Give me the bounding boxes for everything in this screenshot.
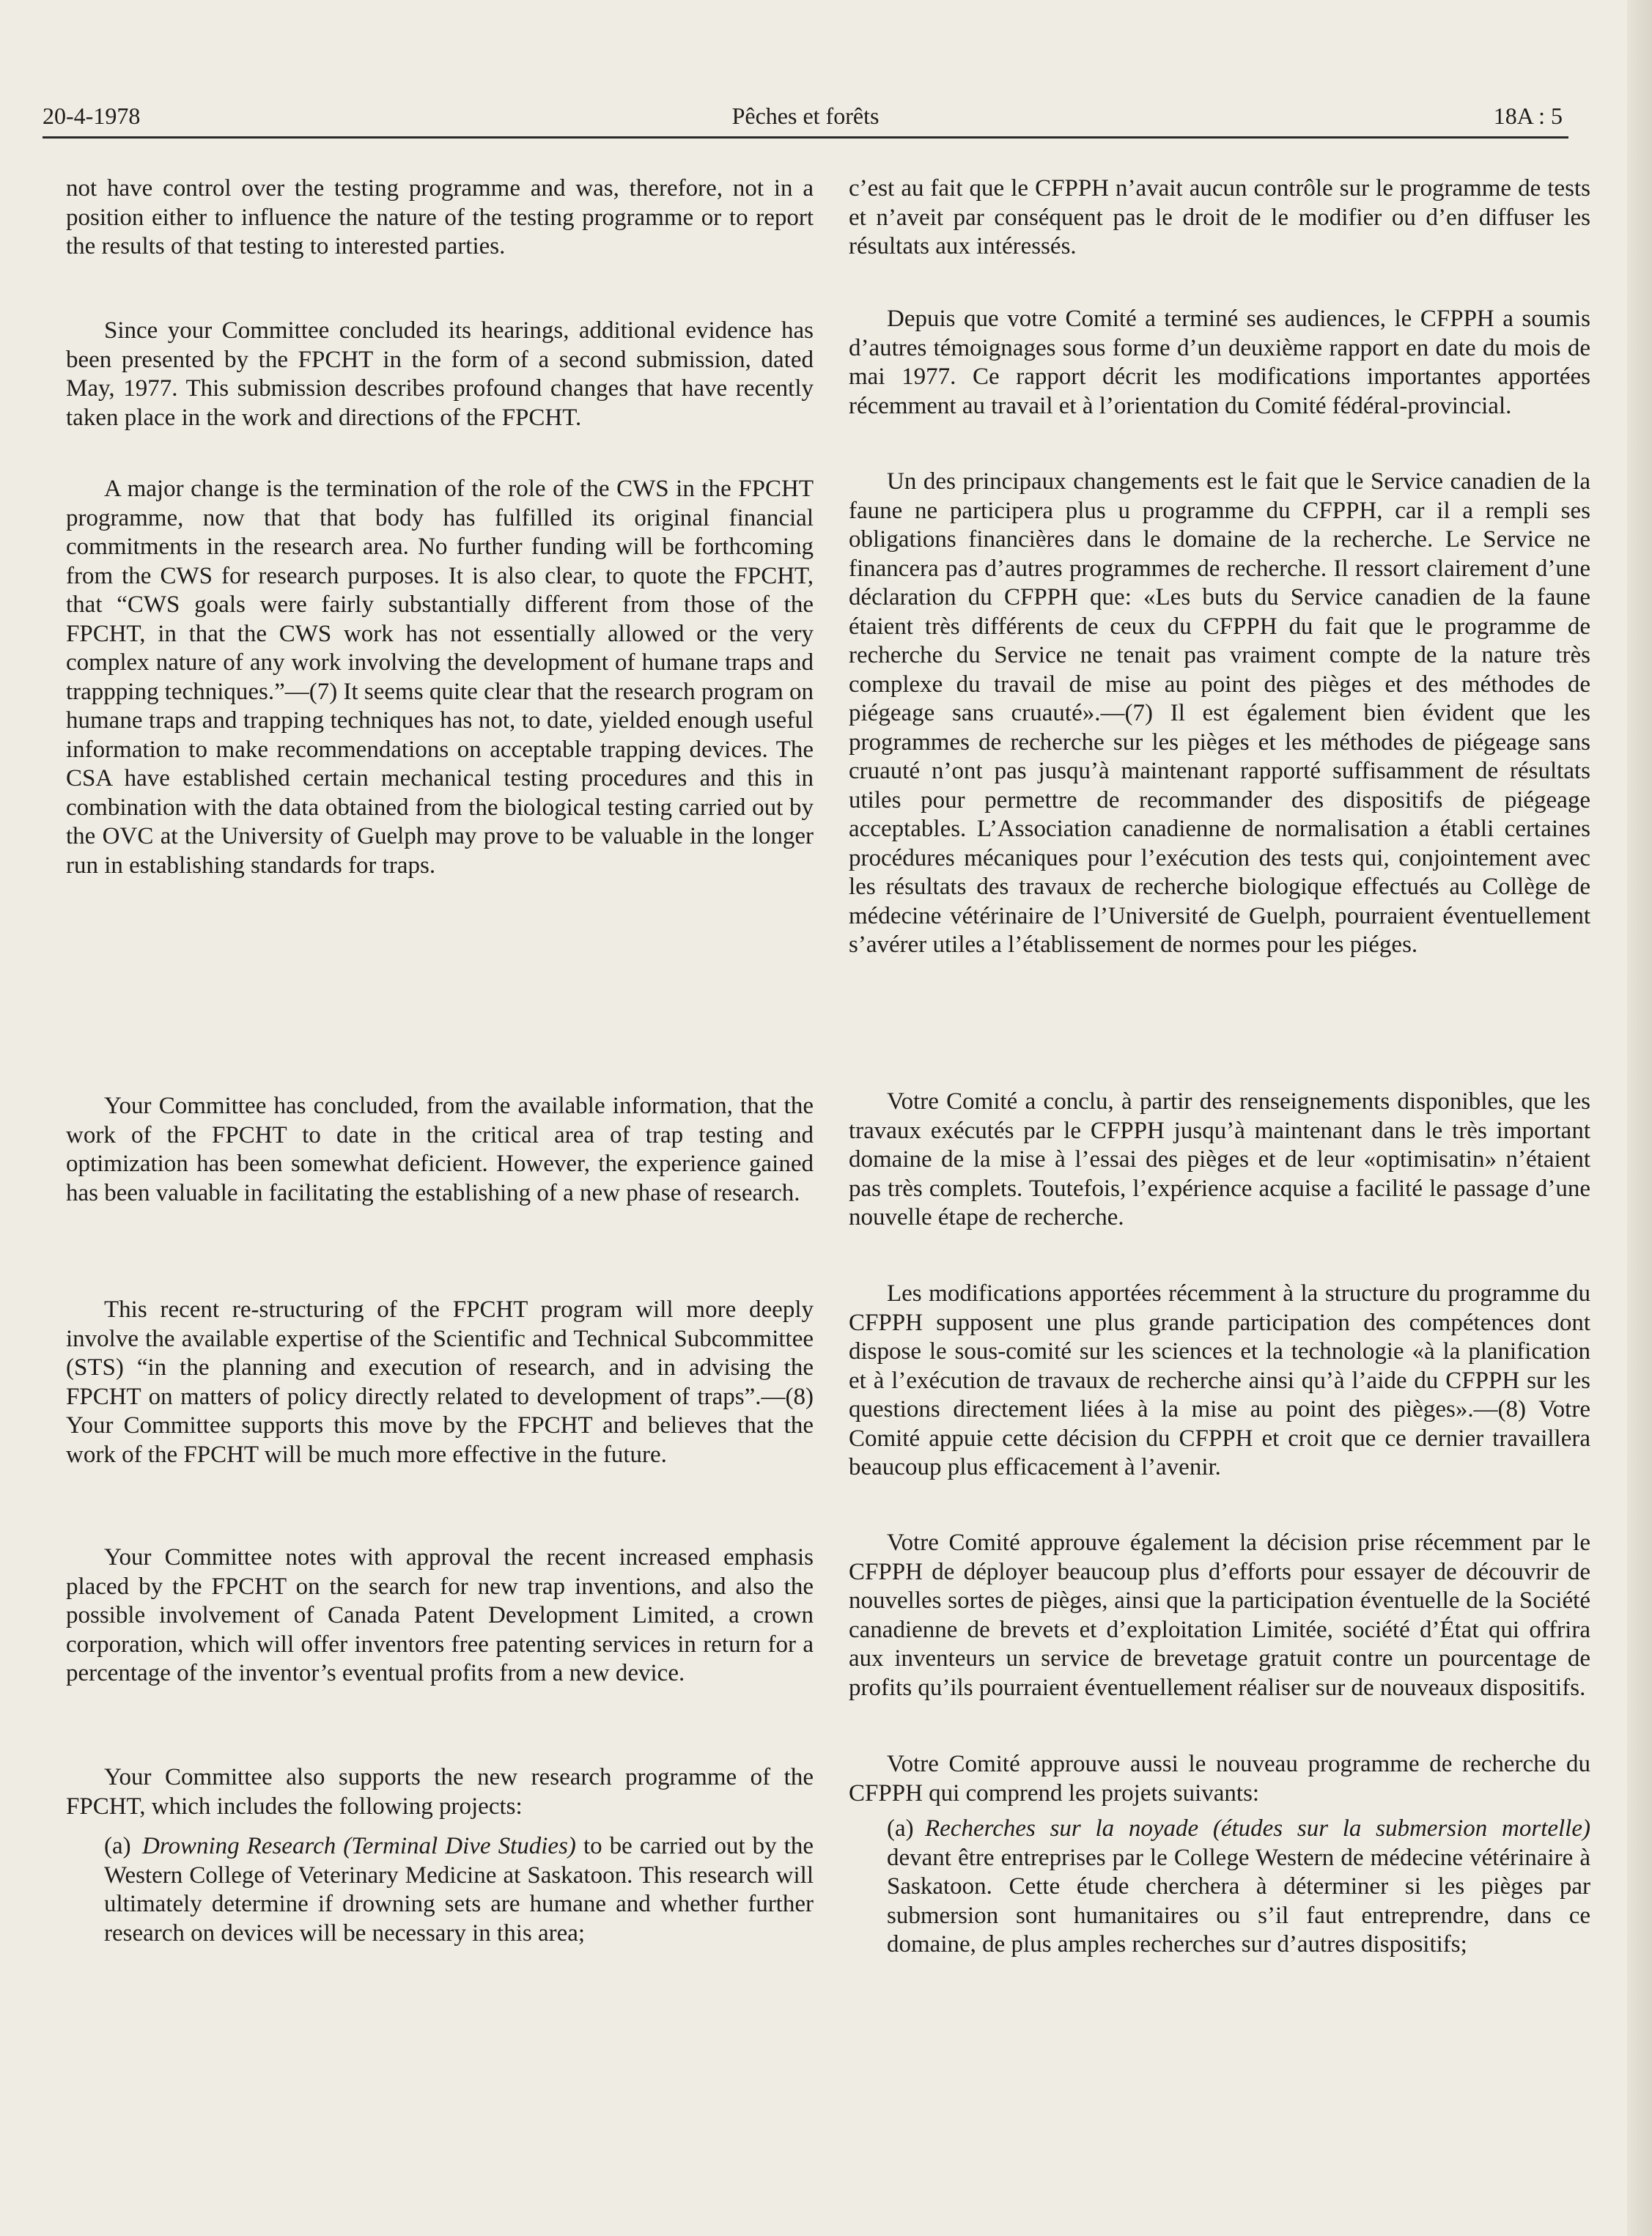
page-edge — [1627, 0, 1652, 2236]
fr-item-a-text: devant être entreprises par le College Western de médecine vétérinaire à Saskatoon. Cette étude cherchera à déterminer si les pièges par submersion sont humanitaires ou s’il faut entreprendre, dans ce domaine, de plus amples recherches sur d’autres dispositifs; — [887, 1844, 1590, 1958]
fr-paragraph-3: Un des principaux changements est le fait que le Service canadien de la faune ne participera plus u programme du CFPPH, car il a rempli ses obligations financières dans le domaine de la recherche. Le Service ne financera pas d’autres programmes de recherche. Il ressort clairement d’une déclaration du CFPPH que: «Les buts du Service canadien de la faune étaient très différents de ceux du CFPPH du fait que le programme de recherche du Service ne tenait pas vraiment compte de la nature très complexe du travail de mise au point des pièges et des méthodes de piégeage sans cruauté».—(7) Il est également bien évident que les programmes de recherche sur les pièges et les méthodes de piégeage sans cruauté n’ont pas jusqu’à maintenant rapporté suffisamment de résultats utiles pour permettre de recommander des dispositifs de piégeage acceptables. L’Association canadienne de normalisation a établi certaines procédures mécaniques pour l’exécution des tests qui, conjointement avec les résultats des travaux de recherche biologique effectués au Collège de médecine vétérinaire de l’Université de Guelph, pourraient éventuellement s’avérer utiles a l’établissement de normes pour les piéges. — [849, 468, 1590, 958]
fr-paragraph-7: Votre Comité approuve aussi le nouveau programme de recherche du CFPPH qui comprend les projets suivants: — [849, 1751, 1590, 1807]
en-paragraph-2: Since your Committee concluded its hearings, additional evidence has been presented by the FPCHT in the form of a second submission, dated May, 1977. This submission describes profound changes that have recently taken place in the work and directions of the FPCHT. — [66, 317, 814, 431]
running-header — [43, 95, 1568, 139]
en-paragraph-1: not have control over the testing programme and was, therefore, not in a position either to influence the nature of the testing programme or to report the results of that testing to interested parties. — [66, 175, 814, 259]
fr-paragraph-2: Depuis que votre Comité a terminé ses audiences, le CFPPH a soumis d’autres témoignages sous forme d’un deuxième rapport en date du mois de mai 1977. Ce rapport décrit les modifications importantes apportées récemment au travail et à l’orientation du Comité fédéral-provincial. — [849, 306, 1590, 419]
en-list-item-a — [66, 1832, 814, 1948]
fr-paragraph-4: Votre Comité a conclu, à partir des renseignements disponibles, que les travaux exécutés par le CFPPH jusqu’à maintenant dans le très important domaine de la mise à l’essai des pièges et de leur «optimisatin» n’étaient pas très complets. Toutefois, l’expérience acquise a facilité le passage d’une nouvelle étape de recherche. — [849, 1088, 1590, 1230]
en-item-a-text: to be carried out by the Western College of Veterinary Medicine at Saskatoon. This research will ultimately determine if drowning sets are humane and whether further research on devices will be necessary in this area; — [104, 1833, 814, 1947]
header-date: 20-4-1978 — [43, 103, 141, 129]
en-paragraph-7: Your Committee also supports the new research programme of the FPCHT, which includes the following projects: — [66, 1764, 814, 1820]
header-page-number: 18A : 5 — [1493, 103, 1563, 129]
en-paragraph-5: This recent re-structuring of the FPCHT program will more deeply involve the available expertise of the Scientific and Technical Subcommittee (STS) “in the planning and execution of research, and in advising the FPCHT on matters of policy directly related to development of traps”.—(8) Your Committee supports this move by the FPCHT and believes that the work of the FPCHT will be much more effective in the future. — [66, 1296, 814, 1468]
fr-item-a-marker: (a) — [887, 1815, 914, 1842]
fr-item-a-title: Recherches sur la noyade (études sur la submersion mortelle) — [925, 1815, 1590, 1842]
fr-paragraph-1: c’est au fait que le CFPPH n’avait aucun contrôle sur le programme de tests et n’aveit par conséquent pas le droit de le modifier ou d’en diffuser les résultats aux intéressés. — [849, 175, 1590, 259]
header-title: Pêches et forêts — [731, 103, 880, 129]
en-paragraph-4: Your Committee has concluded, from the available information, that the work of the FPCHT to date in the critical area of trap testing and optimization has been somewhat deficient. However, the experience gained has been valuable in facilitating the establishing of a new phase of research. — [66, 1093, 814, 1206]
fr-paragraph-5: Les modifications apportées récemment à la structure du programme du CFPPH supposent une plus grande participation des compétences dont dispose le sous-comité sur les sciences et la technologie «à la planification et à l’exécution de travaux de recherche ainsi qu’à l’aide du CFPPH sur les questions directement liées à la mise au point des pièges».—(8) Votre Comité appuie cette décision du CFPPH et croit que ce dernier travaillera beaucoup plus efficacement à l’avenir. — [849, 1280, 1590, 1480]
en-paragraph-6: Your Committee notes with approval the recent increased emphasis placed by the FPCHT on the search for new trap inventions, and also the possible involvement of Canada Patent Development Limited, a crown corporation, which will offer inventors free patenting services in return for a percentage of the inventor’s eventual profits from a new device. — [66, 1544, 814, 1686]
fr-paragraph-6: Votre Comité approuve également la décision prise récemment par le CFPPH de déployer beaucoup plus d’efforts pour essayer de découvrir de nouvelles sortes de pièges, ainsi que la participation éventuelle de la Société canadienne de brevets et d’exploitation Limitée, société d’État qui offrira aux inventeurs un service de brevetage gratuit contre un pourcentage de profits qu’ils pourraient éventuellement réaliser sur de nouveaux dispositifs. — [849, 1530, 1590, 1701]
en-item-a-marker: (a) — [104, 1833, 131, 1859]
en-paragraph-3: A major change is the termination of the role of the CWS in the FPCHT programme, now that that body has fulfilled its original financial commitments in the research area. No further funding will be forthcoming from the CWS for research purposes. It is also clear, to quote the FPCHT, that “CWS goals were fairly substantially different from those of the FPCHT, in that the CWS work has not essentially allowed or the very complex nature of any work involving the development of humane traps and trappping techniques.”—(7) It seems quite clear that the research program on humane traps and trapping techniques has not, to date, yielded enough useful information to make recommendations on acceptable trapping devices. The CSA have established certain mechanical testing procedures and this in combination with the data obtained from the biological testing carried out by the OVC at the University of Guelph may prove to be valuable in the longer run in establishing standards for traps. — [66, 476, 814, 879]
fr-list-item-a — [849, 1815, 1590, 1960]
en-item-a-title: Drowning Research (Terminal Dive Studies) — [142, 1833, 576, 1859]
